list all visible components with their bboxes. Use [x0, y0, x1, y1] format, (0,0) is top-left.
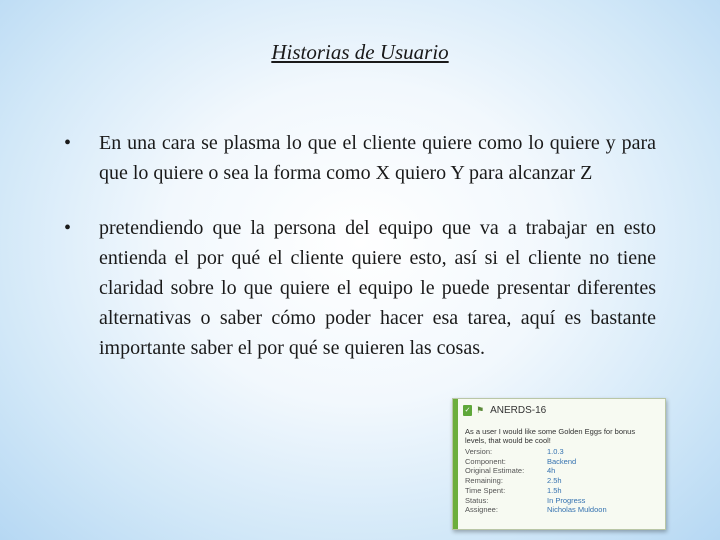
field-label: Version:	[465, 447, 493, 456]
field-row	[465, 476, 661, 486]
story-description: As a user I would like some Golden Eggs for bonus levels, that would be cool!	[465, 427, 636, 445]
field-row	[465, 466, 661, 476]
field-value: 1.5h	[547, 485, 562, 495]
field-label: Status:	[465, 495, 489, 505]
field-label: Assignee:	[465, 505, 498, 515]
field-row	[465, 505, 661, 515]
field-value[interactable]: 1.0.3	[547, 447, 564, 456]
field-row	[465, 447, 661, 457]
field-value[interactable]: Nicholas Muldoon	[547, 505, 607, 515]
bullet-dot: •	[64, 132, 72, 154]
user-story-card	[452, 398, 666, 530]
field-label: Time Spent:	[465, 485, 506, 495]
field-value: 4h	[547, 466, 556, 476]
field-value[interactable]: Backend	[547, 456, 577, 466]
issue-key[interactable]: ANERDS-16	[490, 404, 547, 416]
field-row	[465, 486, 661, 496]
slide-title: Historias de Usuario	[271, 40, 449, 64]
field-label: Original Estimate:	[465, 466, 525, 476]
bullet-list	[64, 128, 656, 363]
bullet-item	[64, 128, 656, 188]
field-label: Component:	[465, 456, 506, 466]
bullet-item	[64, 213, 656, 363]
field-label: Remaining:	[465, 476, 503, 486]
bullet-dot: •	[64, 217, 72, 239]
field-row	[465, 496, 661, 506]
story-fields	[465, 447, 661, 515]
bullet-text: pretendiendo que la persona del equipo que va a trabajar en esto entienda el por qué el cliente quiere esto, así si el cliente no tiene claridad sobre lo que quiere el equipo le puede presentar diferentes alternativas o saber cómo poder hacer esa tarea, aquí es bastante importante saber el por qué se quieren las cosas.	[99, 217, 656, 359]
bullet-text: En una cara se plasma lo que el cliente quiere como lo quiere y para que lo quiere o sea la forma como X quiero Y para alcanzar Z	[99, 132, 656, 184]
field-row	[465, 457, 661, 467]
field-value[interactable]: In Progress	[547, 495, 586, 505]
field-value: 2.5h	[547, 476, 562, 486]
story-icon: ✓	[464, 406, 471, 414]
card-header	[463, 403, 546, 417]
card-accent-bar	[453, 399, 458, 529]
flag-icon: ⚑	[476, 404, 485, 415]
